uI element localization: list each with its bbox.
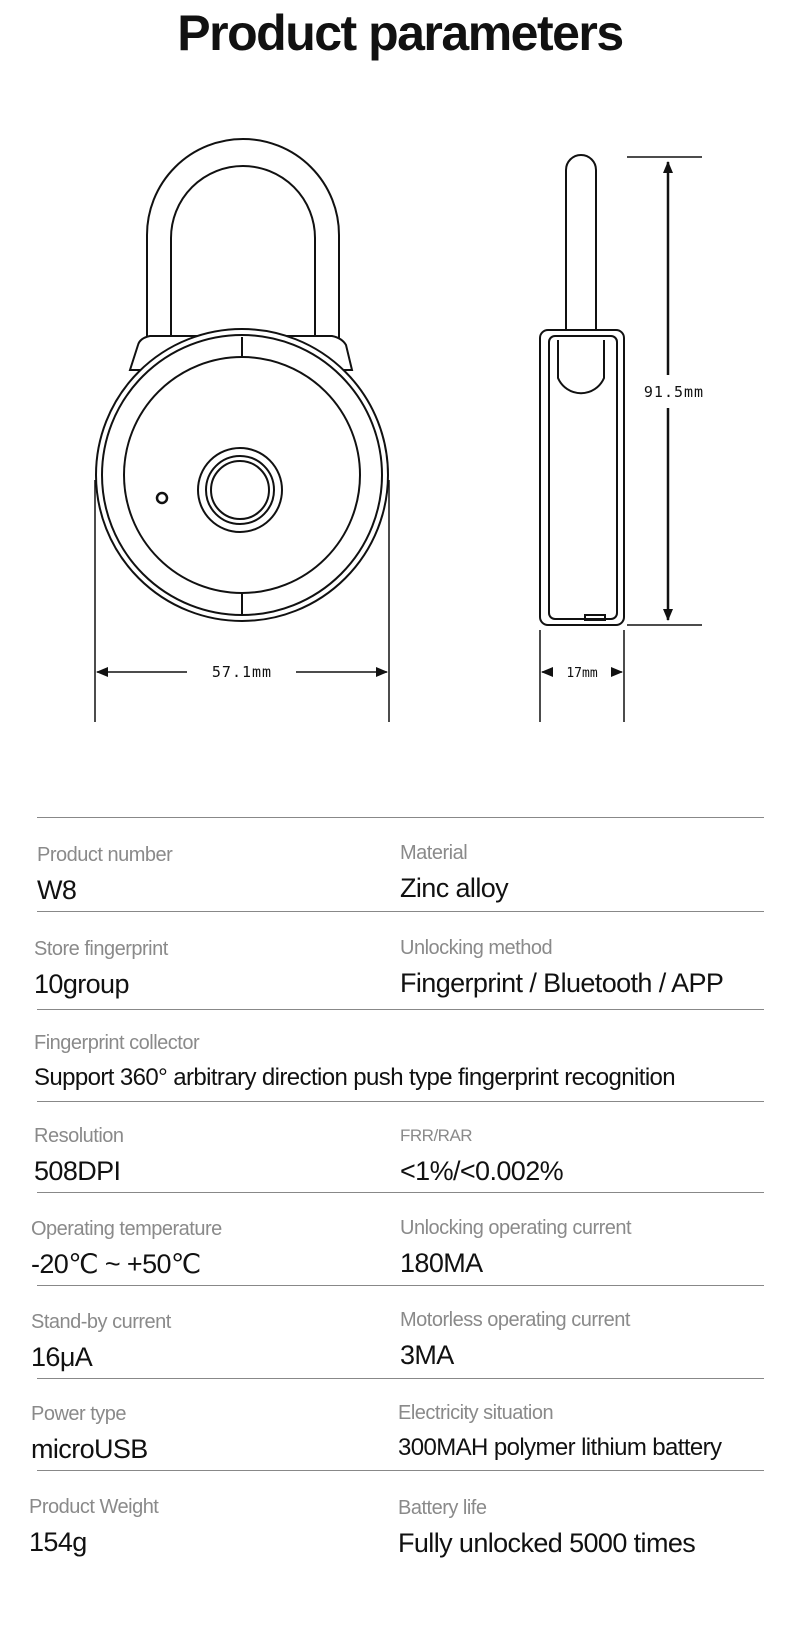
- spec-value: 300MAH polymer lithium battery: [398, 1434, 722, 1461]
- spec-label: Unlocking method: [400, 937, 553, 959]
- padlock-drawing: [0, 0, 800, 760]
- spec-label: Store fingerprint: [34, 938, 168, 960]
- shackle-side: [566, 155, 596, 335]
- spec-value: Fingerprint / Bluetooth / APP: [400, 968, 724, 998]
- spec-label: Motorless operating current: [400, 1309, 630, 1331]
- table-rule: [37, 1101, 764, 1102]
- spec-unlocking-current: [400, 1216, 631, 1280]
- spec-label: Product number: [37, 844, 173, 866]
- spec-power-type: [31, 1402, 148, 1466]
- table-rule: [37, 911, 764, 912]
- spec-value: W8: [37, 875, 77, 905]
- table-rule: [37, 1470, 764, 1471]
- page-title: Product parameters: [177, 5, 623, 61]
- spec-material: [400, 841, 508, 905]
- spec-label: Resolution: [34, 1125, 124, 1147]
- dimension-width-label: 57.1mm: [211, 663, 273, 681]
- spec-standby-current: [31, 1310, 171, 1374]
- padlock-front-view: [96, 139, 388, 621]
- spec-value: microUSB: [31, 1434, 148, 1464]
- spec-value: Zinc alloy: [400, 873, 509, 903]
- spec-label: Fingerprint collector: [34, 1032, 200, 1054]
- spec-value: 10group: [34, 969, 129, 999]
- spec-motorless-current: [400, 1308, 630, 1372]
- shackle-front: [147, 139, 339, 340]
- table-rule: [37, 817, 764, 818]
- spec-value: 3MA: [400, 1340, 454, 1370]
- spec-product-weight: [29, 1495, 158, 1559]
- table-rule: [37, 1378, 764, 1379]
- spec-value: <1%/<0.002%: [400, 1156, 564, 1186]
- spec-label: Stand-by current: [31, 1311, 171, 1333]
- spec-label: Electricity situation: [398, 1402, 554, 1424]
- spec-label: Unlocking operating current: [400, 1217, 632, 1239]
- dimension-depth-label: 17mm: [566, 666, 598, 681]
- table-rule: [37, 1009, 764, 1010]
- table-rule: [37, 1192, 764, 1193]
- spec-value: -20℃ ~ +50℃: [31, 1249, 201, 1279]
- spec-value: 508DPI: [34, 1156, 121, 1186]
- spec-label: Operating temperature: [31, 1218, 222, 1240]
- spec-label: Power type: [31, 1403, 127, 1425]
- spec-resolution: [34, 1124, 124, 1188]
- spec-operating-temperature: [31, 1217, 222, 1281]
- body-outer-ring: [96, 329, 388, 621]
- spec-product-number: [37, 843, 172, 907]
- spec-label: FRR/RAR: [400, 1126, 473, 1145]
- spec-store-fingerprint: [34, 937, 168, 1001]
- spec-label: Material: [400, 842, 468, 864]
- padlock-side-view: [540, 155, 624, 625]
- spec-electricity-situation: [398, 1401, 721, 1465]
- spec-fingerprint-collector: [34, 1031, 675, 1095]
- dimension-height-label: 91.5mm: [643, 383, 705, 401]
- table-rule: [37, 1285, 764, 1286]
- spec-value: Support 360° arbitrary direction push type fingerprint recognition: [34, 1064, 676, 1091]
- spec-unlocking-method: [400, 936, 723, 1000]
- spec-value: 154g: [29, 1527, 87, 1557]
- spec-value: 180MA: [400, 1248, 483, 1278]
- spec-battery-life: [398, 1496, 695, 1560]
- spec-value: 16μA: [31, 1342, 93, 1372]
- spec-value: Fully unlocked 5000 times: [398, 1528, 696, 1558]
- spec-label: Product Weight: [29, 1496, 159, 1518]
- spec-label: Battery life: [398, 1497, 487, 1519]
- spec-frr-rar: [400, 1124, 563, 1188]
